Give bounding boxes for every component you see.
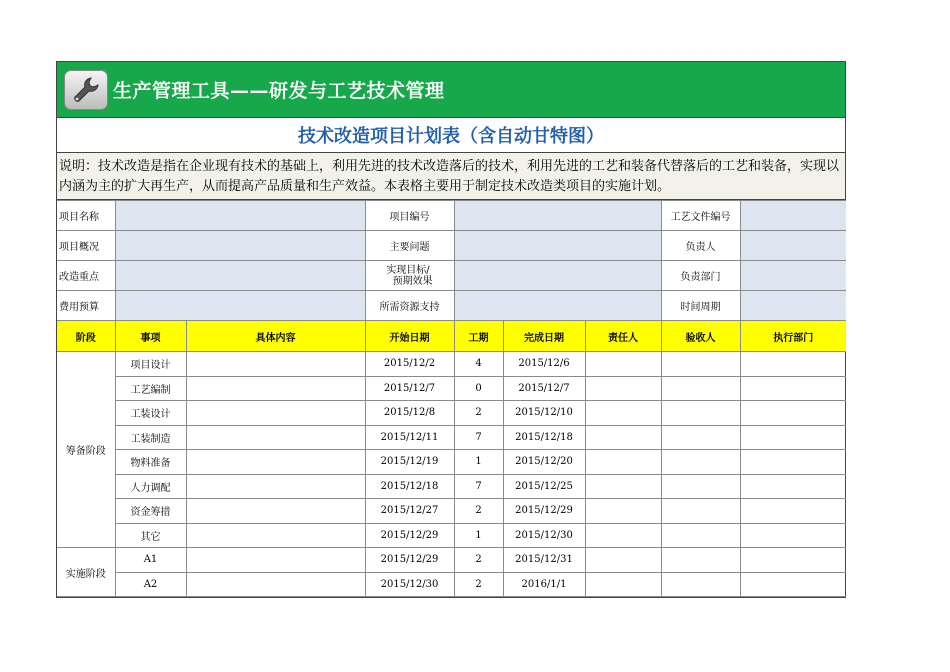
- resources-label: 所需资源支持: [365, 291, 454, 321]
- item-cell[interactable]: 工艺编制: [115, 376, 186, 401]
- header-department: 执行部门: [740, 321, 846, 352]
- item-cell[interactable]: A2: [115, 572, 186, 597]
- start-date-cell[interactable]: 2015/12/18: [365, 474, 454, 499]
- table-header-row: [57, 321, 846, 352]
- acceptor-cell[interactable]: [661, 425, 740, 450]
- item-cell[interactable]: 工装设计: [115, 401, 186, 426]
- header-owner: 责任人: [585, 321, 661, 352]
- header-acceptor: 验收人: [661, 321, 740, 352]
- end-date-cell[interactable]: 2015/12/31: [503, 548, 585, 573]
- start-date-cell[interactable]: 2015/12/19: [365, 450, 454, 475]
- header-item: 事项: [115, 321, 186, 352]
- content-cell[interactable]: [186, 572, 365, 597]
- department-cell[interactable]: [740, 352, 846, 377]
- owner-label: 负责人: [661, 231, 740, 261]
- content-cell[interactable]: [186, 352, 365, 377]
- content-cell[interactable]: [186, 450, 365, 475]
- start-date-cell[interactable]: 2015/12/29: [365, 523, 454, 548]
- start-date-cell[interactable]: 2015/12/2: [365, 352, 454, 377]
- department-cell[interactable]: [740, 450, 846, 475]
- end-date-cell[interactable]: 2015/12/25: [503, 474, 585, 499]
- start-date-cell[interactable]: 2015/12/7: [365, 376, 454, 401]
- duration-cell[interactable]: 2: [454, 548, 503, 573]
- content-cell[interactable]: [186, 523, 365, 548]
- stage-cell: 实施阶段: [57, 548, 115, 597]
- acceptor-cell[interactable]: [661, 548, 740, 573]
- project-name-field[interactable]: [115, 201, 365, 231]
- resources-field[interactable]: [454, 291, 661, 321]
- department-cell[interactable]: [740, 548, 846, 573]
- owner-cell[interactable]: [585, 474, 661, 499]
- acceptor-cell[interactable]: [661, 352, 740, 377]
- content-cell[interactable]: [186, 548, 365, 573]
- owner-cell[interactable]: [585, 376, 661, 401]
- item-cell[interactable]: 资金筹措: [115, 499, 186, 524]
- period-field[interactable]: [740, 291, 846, 321]
- end-date-cell[interactable]: 2015/12/10: [503, 401, 585, 426]
- duration-cell[interactable]: 4: [454, 352, 503, 377]
- project-name-label: 项目名称: [57, 201, 115, 231]
- duration-cell[interactable]: 2: [454, 572, 503, 597]
- main-issue-field[interactable]: [454, 231, 661, 261]
- start-date-cell[interactable]: 2015/12/29: [365, 548, 454, 573]
- header-duration: 工期: [454, 321, 503, 352]
- table-row: [57, 376, 846, 401]
- content-cell[interactable]: [186, 425, 365, 450]
- stage-cell: 筹备阶段: [57, 352, 115, 548]
- project-no-field[interactable]: [454, 201, 661, 231]
- item-cell[interactable]: 物料准备: [115, 450, 186, 475]
- table-row: [57, 425, 846, 450]
- duration-cell[interactable]: 7: [454, 474, 503, 499]
- spreadsheet-sheet: [56, 61, 846, 598]
- main-issue-label: 主要问题: [365, 231, 454, 261]
- duration-cell[interactable]: 1: [454, 450, 503, 475]
- start-date-cell[interactable]: 2015/12/8: [365, 401, 454, 426]
- department-cell[interactable]: [740, 401, 846, 426]
- department-cell[interactable]: [740, 376, 846, 401]
- owner-field[interactable]: [740, 231, 846, 261]
- acceptor-cell[interactable]: [661, 572, 740, 597]
- table-row: [57, 474, 846, 499]
- acceptor-cell[interactable]: [661, 474, 740, 499]
- duration-cell[interactable]: 2: [454, 499, 503, 524]
- start-date-cell[interactable]: 2015/12/30: [365, 572, 454, 597]
- item-cell[interactable]: 项目设计: [115, 352, 186, 377]
- acceptor-cell[interactable]: [661, 376, 740, 401]
- item-cell[interactable]: 工装制造: [115, 425, 186, 450]
- doc-no-label: 工艺文件编号: [661, 201, 740, 231]
- info-row: [57, 291, 846, 321]
- start-date-cell[interactable]: 2015/12/11: [365, 425, 454, 450]
- owner-cell[interactable]: [585, 572, 661, 597]
- table-row: [57, 572, 846, 597]
- wrench-icon: [64, 70, 108, 110]
- overview-label: 项目概况: [57, 231, 115, 261]
- table-row: [57, 499, 846, 524]
- acceptor-cell[interactable]: [661, 401, 740, 426]
- content-cell[interactable]: [186, 376, 365, 401]
- owner-cell[interactable]: [585, 548, 661, 573]
- task-rows: [57, 352, 846, 597]
- table-row: [57, 352, 846, 377]
- department-cell[interactable]: [740, 572, 846, 597]
- target-field[interactable]: [454, 261, 661, 291]
- department-cell[interactable]: [740, 523, 846, 548]
- item-cell[interactable]: 其它: [115, 523, 186, 548]
- overview-field[interactable]: [115, 231, 365, 261]
- owner-cell[interactable]: [585, 401, 661, 426]
- info-row: [57, 261, 846, 291]
- focus-label: 改造重点: [57, 261, 115, 291]
- target-label-line1: 实现目标/: [386, 264, 430, 276]
- budget-field[interactable]: [115, 291, 365, 321]
- period-label: 时间周期: [661, 291, 740, 321]
- info-row: [57, 231, 846, 261]
- duration-cell[interactable]: 1: [454, 523, 503, 548]
- duration-cell[interactable]: 7: [454, 425, 503, 450]
- duration-cell[interactable]: 0: [454, 376, 503, 401]
- owner-cell[interactable]: [585, 425, 661, 450]
- doc-no-field[interactable]: [740, 201, 846, 231]
- end-date-cell[interactable]: 2015/12/30: [503, 523, 585, 548]
- duration-cell[interactable]: 2: [454, 401, 503, 426]
- end-date-cell[interactable]: 2015/12/18: [503, 425, 585, 450]
- item-cell[interactable]: 人力调配: [115, 474, 186, 499]
- content-cell[interactable]: [186, 474, 365, 499]
- item-cell[interactable]: A1: [115, 548, 186, 573]
- end-date-cell[interactable]: 2015/12/6: [503, 352, 585, 377]
- budget-label: 费用预算: [57, 291, 115, 321]
- header-start-date: 开始日期: [365, 321, 454, 352]
- title-banner: [57, 62, 845, 118]
- department-cell[interactable]: [740, 474, 846, 499]
- focus-field[interactable]: [115, 261, 365, 291]
- dept-field[interactable]: [740, 261, 846, 291]
- department-cell[interactable]: [740, 425, 846, 450]
- acceptor-cell[interactable]: [661, 499, 740, 524]
- owner-cell[interactable]: [585, 523, 661, 548]
- table-row: [57, 401, 846, 426]
- end-date-cell[interactable]: 2015/12/20: [503, 450, 585, 475]
- info-row: [57, 201, 846, 231]
- table-row: [57, 523, 846, 548]
- content-cell[interactable]: [186, 401, 365, 426]
- sheet-subtitle: 技术改造项目计划表（含自动甘特图）: [57, 118, 845, 153]
- target-label: [365, 261, 454, 291]
- owner-cell[interactable]: [585, 352, 661, 377]
- owner-cell[interactable]: [585, 499, 661, 524]
- dept-label: 负责部门: [661, 261, 740, 291]
- project-no-label: 项目编号: [365, 201, 454, 231]
- target-label-line2: 预期效果: [392, 275, 433, 287]
- start-date-cell[interactable]: 2015/12/27: [365, 499, 454, 524]
- end-date-cell[interactable]: 2015/12/7: [503, 376, 585, 401]
- end-date-cell[interactable]: 2016/1/1: [503, 572, 585, 597]
- header-stage: 阶段: [57, 321, 115, 352]
- table-row: [57, 450, 846, 475]
- table-row: [57, 548, 846, 573]
- owner-cell[interactable]: [585, 450, 661, 475]
- header-end-date: 完成日期: [503, 321, 585, 352]
- department-cell[interactable]: [740, 499, 846, 524]
- plan-table: [57, 200, 846, 597]
- acceptor-cell[interactable]: [661, 523, 740, 548]
- description-note: 说明：技术改造是指在企业现有技术的基础上，利用先进的技术改造落后的技术，利用先进的工艺和装备代替落后的工艺和装备，实现以内涵为主的扩大再生产，从而提高产品质量和生产效益。本表格主要用于制定技术改造类项目的实施计划。: [57, 153, 845, 200]
- header-content: 具体内容: [186, 321, 365, 352]
- banner-title: 生产管理工具——研发与工艺技术管理: [113, 80, 445, 102]
- end-date-cell[interactable]: 2015/12/29: [503, 499, 585, 524]
- acceptor-cell[interactable]: [661, 450, 740, 475]
- content-cell[interactable]: [186, 499, 365, 524]
